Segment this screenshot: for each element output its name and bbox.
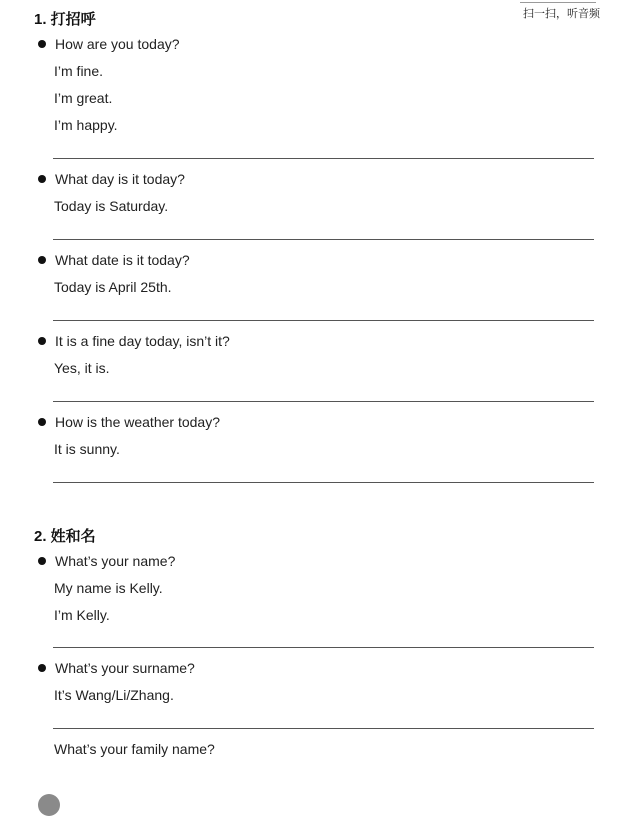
question-line — [38, 659, 195, 677]
question-line — [38, 35, 180, 53]
answer-text: Today is Saturday. — [54, 198, 169, 214]
question-text: What’s your name? — [55, 553, 176, 569]
page-corner-icon — [38, 794, 60, 816]
answer-text: I’m Kelly. — [54, 607, 110, 623]
bullet-icon — [38, 337, 46, 345]
question-line — [38, 170, 185, 188]
question-line — [38, 413, 220, 431]
section-title-greetings: 1. 打招呼 — [34, 11, 96, 28]
question-text-family-name: What’s your family name? — [54, 741, 215, 757]
answer-text: Today is April 25th. — [54, 279, 172, 295]
answer-text: I’m fine. — [54, 63, 104, 79]
answer-text: It’s Wang/Li/Zhang. — [54, 687, 174, 703]
answer-text: I’m happy. — [54, 117, 118, 133]
writing-line — [53, 320, 594, 321]
answer-text: I’m great. — [54, 90, 113, 106]
question-text: How is the weather today? — [55, 414, 220, 430]
bullet-icon — [38, 418, 46, 426]
writing-line — [53, 728, 594, 729]
header-rule — [520, 2, 596, 3]
writing-line — [53, 158, 594, 159]
bullet-icon — [38, 256, 46, 264]
question-text: What date is it today? — [55, 252, 190, 268]
scan-audio-note: 扫一扫，听音频 — [523, 8, 600, 20]
question-text: How are you today? — [55, 36, 180, 52]
writing-line — [53, 239, 594, 240]
answer-text: It is sunny. — [54, 441, 120, 457]
writing-line — [53, 647, 594, 648]
question-text: What’s your surname? — [55, 660, 195, 676]
answer-text: Yes, it is. — [54, 360, 110, 376]
bullet-icon — [38, 40, 46, 48]
question-line — [38, 332, 230, 350]
question-text: What day is it today? — [55, 171, 185, 187]
question-line — [38, 251, 190, 269]
bullet-icon — [38, 664, 46, 672]
bullet-icon — [38, 557, 46, 565]
question-line — [38, 552, 175, 570]
question-text: It is a fine day today, isn’t it? — [55, 333, 230, 349]
writing-line — [53, 482, 594, 483]
bullet-icon — [38, 175, 46, 183]
answer-text: My name is Kelly. — [54, 580, 163, 596]
writing-line — [53, 401, 594, 402]
section-title-names: 2. 姓和名 — [34, 528, 96, 545]
